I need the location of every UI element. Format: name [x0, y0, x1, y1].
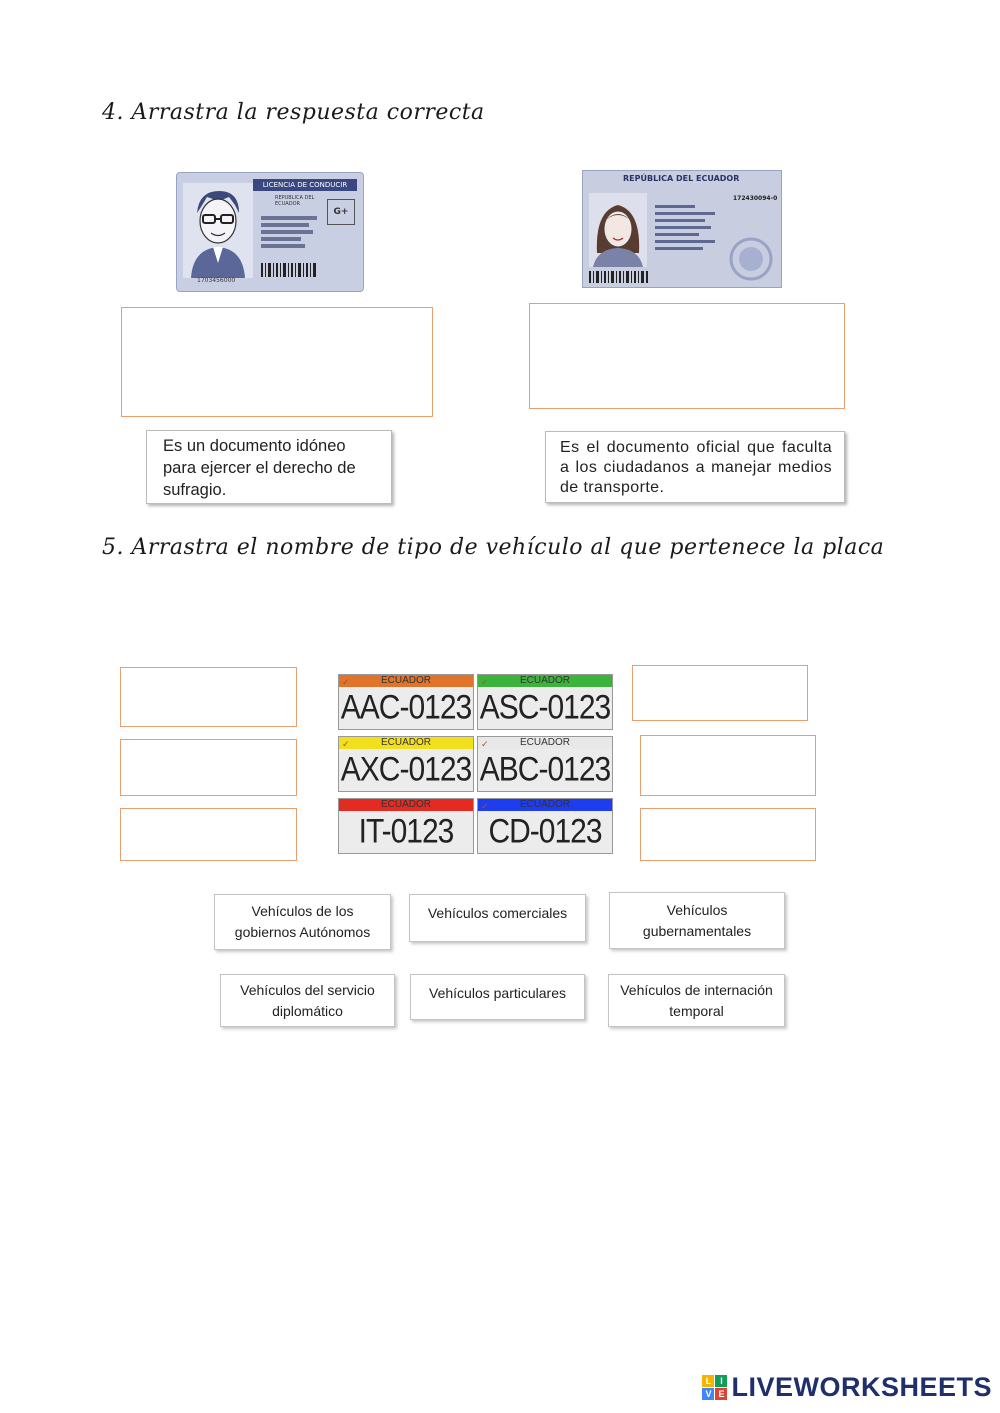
plate-number: AAC-0123: [340, 688, 472, 727]
tile-particulares[interactable]: Vehículos particulares: [410, 974, 585, 1020]
answer-tile-sufragio[interactable]: Es un documento idóneo para ejercer el derecho de sufragio.: [146, 430, 392, 504]
id-card-image: [582, 170, 782, 288]
question-4-heading: 4. Arrastra la respuesta correcta: [102, 100, 485, 125]
plate-it: ✓ ECUADOR IT-0123: [338, 798, 474, 854]
flag-icon: ✓: [342, 739, 350, 749]
plate-number: ABC-0123: [479, 750, 611, 789]
answer-tile-licencia[interactable]: Es el documento oficial que faculta a los ciudadanos a manejar medios de transporte.: [545, 431, 845, 503]
seal-icon: [729, 237, 773, 281]
drop-zone-left-2[interactable]: [120, 739, 297, 796]
question-5-heading: 5. Arrastra el nombre de tipo de vehículo al que pertenece la placa: [102, 535, 885, 560]
tile-internacion-temporal[interactable]: Vehículos de internación temporal: [608, 974, 785, 1027]
tile-comerciales[interactable]: Vehículos comerciales: [409, 894, 586, 942]
flag-icon: ✓: [342, 677, 350, 687]
license-title: LICENCIA DE CONDUCIR: [253, 179, 357, 191]
plate-asc: ✓ ECUADOR ASC-0123: [477, 674, 613, 730]
drop-zone-license[interactable]: [121, 307, 433, 417]
drop-zone-right-3[interactable]: [640, 808, 816, 861]
flag-icon: ✓: [481, 677, 489, 687]
plate-axc: ✓ ECUADOR AXC-0123: [338, 736, 474, 792]
id-card-title: REPÚBLICA DEL ECUADOR: [623, 174, 740, 183]
tile-gobiernos-autonomos[interactable]: Vehículos de los gobiernos Autónomos: [214, 894, 391, 950]
drop-zone-id-card[interactable]: [529, 303, 845, 409]
plate-number: IT-0123: [358, 812, 454, 851]
logo-text: LIVEWORKSHEETS: [731, 1372, 992, 1402]
barcode-icon: [261, 263, 317, 277]
tile-diplomatico[interactable]: Vehículos del servicio diplomático: [220, 974, 395, 1027]
drop-zone-left-3[interactable]: [120, 808, 297, 861]
driver-license-image: LICENCIA DE CONDUCIR REPUBLICA DEL ECUADOR G+ 1703456000: [176, 172, 364, 292]
logo-grid-icon: L I V E: [702, 1375, 727, 1400]
cartoon-man-icon: [183, 183, 253, 278]
tile-gubernamentales[interactable]: Vehículos gubernamentales: [609, 892, 785, 949]
plate-number: AXC-0123: [340, 750, 472, 789]
id-card-number: 172430094-0: [733, 195, 778, 202]
license-country: REPUBLICA DEL ECUADOR: [275, 195, 315, 207]
license-number: 1703456000: [197, 277, 236, 284]
flag-icon: ✓: [481, 801, 489, 811]
plate-aac: [338, 674, 474, 730]
cartoon-woman-icon: [589, 193, 647, 267]
drop-zone-left-1[interactable]: [120, 667, 297, 727]
plate-number: CD-0123: [488, 812, 602, 851]
id-barcode-icon: [589, 271, 649, 283]
flag-icon: ✓: [342, 801, 350, 811]
plate-band: ✓ ECUADOR: [339, 675, 473, 687]
drop-zone-right-2[interactable]: [640, 735, 816, 796]
plate-abc: ✓ ECUADOR ABC-0123: [477, 736, 613, 792]
liveworksheets-logo[interactable]: [702, 1372, 992, 1403]
plate-cd: ✓ ECUADOR CD-0123: [477, 798, 613, 854]
drop-zone-right-1[interactable]: [632, 665, 808, 721]
flag-icon: ✓: [481, 739, 489, 749]
plate-number: ASC-0123: [479, 688, 611, 727]
